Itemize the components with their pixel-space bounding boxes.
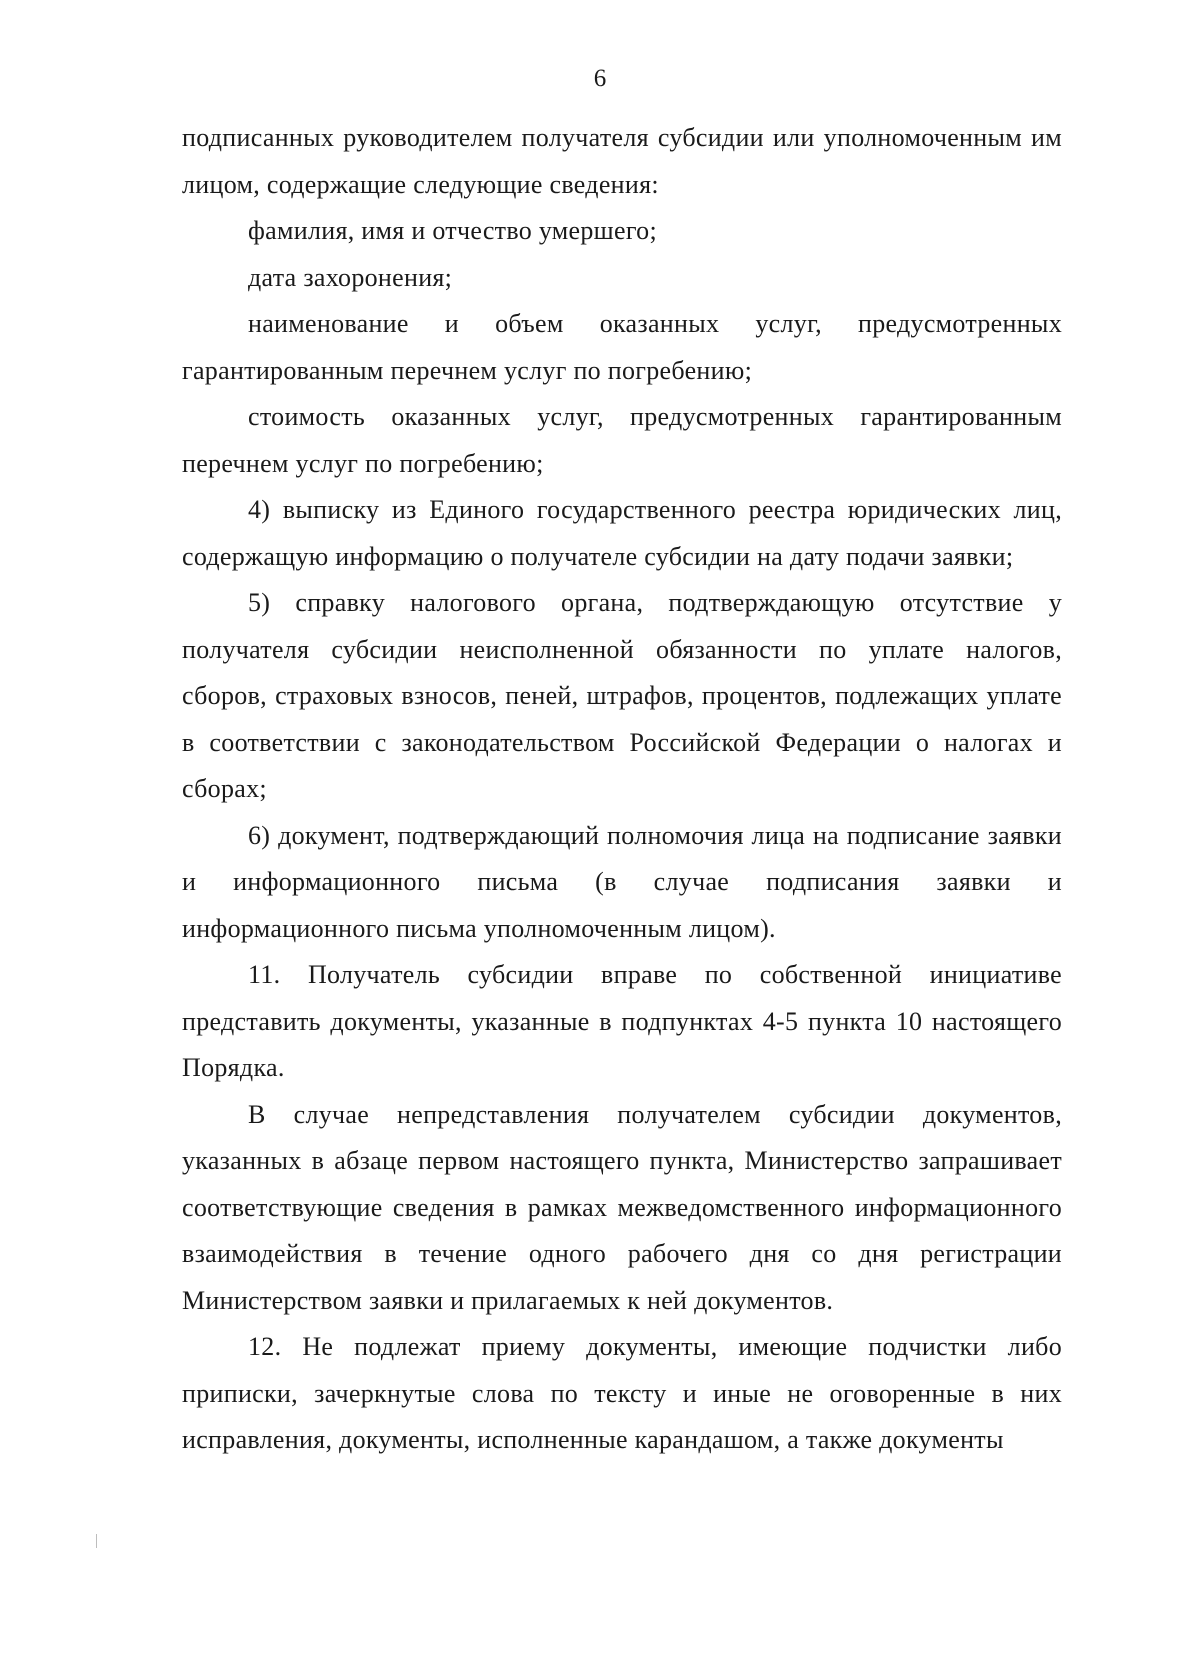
page-number: 6 (593, 65, 607, 92)
scan-artifact (96, 1534, 97, 1548)
document-body (182, 115, 1062, 1464)
paragraph-services-volume: наименование и объем оказанных услуг, предусмотренных гарантированным перечнем услуг по погребению; (182, 309, 1062, 385)
paragraph-burial-date: дата захоронения; (248, 262, 453, 292)
paragraph-section-11-note: В случае непредставления получателем субсидии документов, указанных в абзаце первом настоящего пункта, Министерство запрашивает соответствующие сведения в рамках межведомственного информационного взаимодействия в течение одного рабочего дня со дня регистрации Министерством заявки и прилагаемых к ней документов. (182, 1099, 1062, 1315)
paragraph-item-5: 5) справку налогового органа, подтверждающую отсутствие у получателя субсидии неисполненной обязанности по уплате налогов, сборов, страховых взносов, пеней, штрафов, процентов, подлежащих уплате в соответствии с законодательством Российской Федерации о налогах и сборах; (182, 588, 1062, 803)
paragraph-services-cost: стоимость оказанных услуг, предусмотренных гарантированным перечнем услуг по погребению; (182, 402, 1062, 478)
paragraph-section-11: 11. Получатель субсидии вправе по собственной инициативе представить документы, указанные в подпунктах 4-5 пункта 10 настоящего Порядка. (182, 960, 1062, 1082)
paragraph-section-12: 12. Не подлежат приему документы, имеющие подчистки либо приписки, зачеркнутые слова по тексту и иные не оговоренные в них исправления, документы, исполненные карандашом, а также документы (182, 1332, 1062, 1454)
paragraph-item-6: 6) документ, подтверждающий полномочия лица на подписание заявки и информационного письма (в случае подписания заявки и информационного письма уполномоченным лицом). (182, 820, 1062, 943)
paragraph-continuation: подписанных руководителем получателя субсидии или уполномоченным им лицом, содержащие следующие сведения: (182, 123, 1062, 199)
paragraph-deceased-name: фамилия, имя и отчество умершего; (248, 216, 657, 245)
paragraph-item-4: 4) выписку из Единого государственного реестра юридических лиц, содержащую информацию о получателе субсидии на дату подачи заявки; (182, 495, 1062, 571)
